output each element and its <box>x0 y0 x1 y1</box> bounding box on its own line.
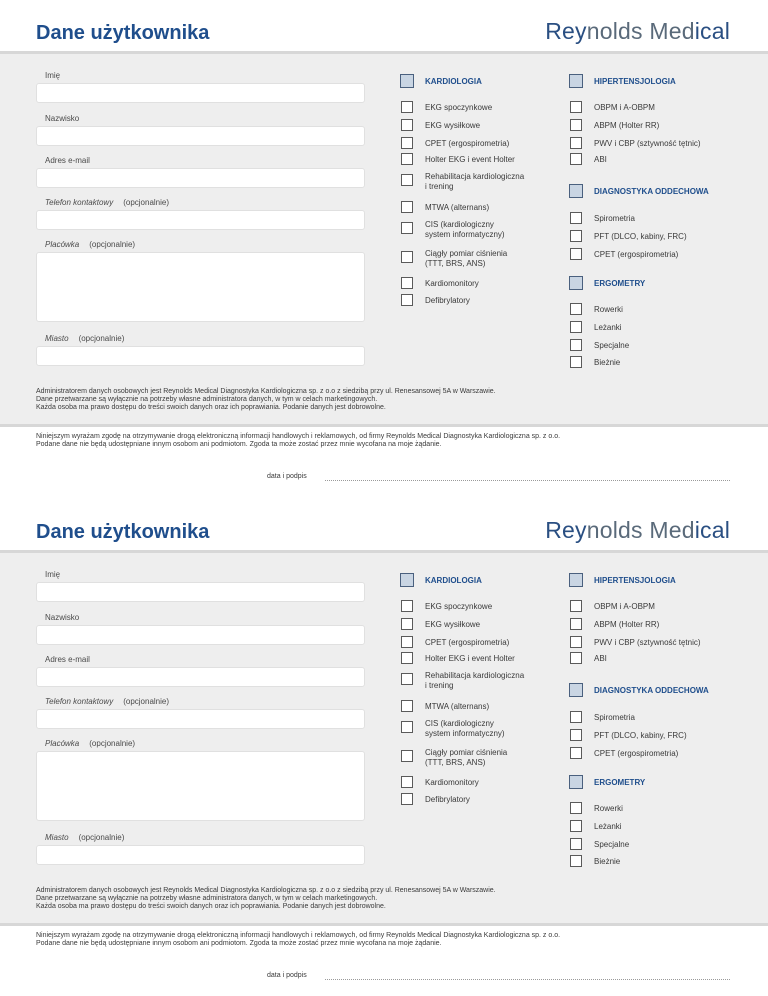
checkbox-spirometria[interactable] <box>570 212 582 224</box>
checkbox-ciagly-pomiar[interactable] <box>401 251 413 263</box>
label-specjalne: Specjalne <box>594 341 630 350</box>
label-rowerki: Rowerki <box>594 305 623 314</box>
label-holter: Holter EKG i event Holter <box>425 155 515 164</box>
label-ekg-wysilkowe: EKG wysiłkowe <box>425 121 481 130</box>
label-spirometria: Spirometria <box>594 214 635 223</box>
checkbox-kardiomonitory[interactable] <box>401 776 413 788</box>
label-ciagly-pomiar: Ciągły pomiar ciśnienia (TTT, BRS, ANS) <box>425 748 508 767</box>
city-label: Miasto (opcjonalnie) <box>45 334 125 343</box>
checkbox-specjalne[interactable] <box>570 838 582 850</box>
label-biezne: Bieżnie <box>594 857 621 866</box>
hipertensjologia-header: HIPERTENSJOLOGIA <box>594 77 676 86</box>
consent-text: Niniejszym wyrażam zgodę na otrzymywanie drogą elektroniczną informacji handlowych i reklamowych, od firmy Reynolds Medical Diagnostyka Kardiologiczna sp. z o.o. Podane dane nie będą udostępniane innym osobom ani podmiotom. Zgoda ta może zostać przez mnie wycofana na moje żądanie. <box>36 932 561 947</box>
label-kardiomonitory: Kardiomonitory <box>425 279 479 288</box>
phone-label: Telefon kontaktowy (opcjonalnie) <box>45 697 170 706</box>
checkbox-ciagly-pomiar[interactable] <box>401 750 413 762</box>
checkbox-biezne[interactable] <box>570 356 582 368</box>
label-cpet: CPET (ergospirometria) <box>425 638 510 647</box>
label-rehabilitacja: Rehabilitacja kardiologiczna i trening <box>425 671 525 690</box>
label-mtwa: MTWA (alternans) <box>425 702 490 711</box>
diagnostyka-checkbox[interactable] <box>569 683 583 697</box>
consent-text: Niniejszym wyrażam zgodę na otrzymywanie drogą elektroniczną informacji handlowych i reklamowych, od firmy Reynolds Medical Diagnostyka Kardiologiczna sp. z o.o. Podane dane nie będą udostępniane innym osobom ani podmiotom. Zgoda ta może zostać przez mnie wycofana na moje żądanie. <box>36 433 561 448</box>
label-cpet: CPET (ergospirometria) <box>425 139 510 148</box>
facility-field[interactable] <box>36 252 365 322</box>
label-lezanki: Leżanki <box>594 323 622 332</box>
label-cpet-oddech: CPET (ergospirometria) <box>594 250 679 259</box>
diagnostyka-checkbox[interactable] <box>569 184 583 198</box>
label-ekg-spoczynkowe: EKG spoczynkowe <box>425 602 493 611</box>
checkbox-rowerki[interactable] <box>570 802 582 814</box>
label-pft: PFT (DLCO, kabiny, FRC) <box>594 731 687 740</box>
checkbox-cpet[interactable] <box>401 137 413 149</box>
label-pwv: PWV i CBP (sztywność tętnic) <box>594 638 701 647</box>
hipertensjologia-checkbox[interactable] <box>569 573 583 587</box>
phone-field[interactable] <box>36 210 365 230</box>
checkbox-specjalne[interactable] <box>570 339 582 351</box>
user-form-2 <box>0 499 768 996</box>
label-kardiomonitory: Kardiomonitory <box>425 778 479 787</box>
checkbox-cis[interactable] <box>401 721 413 733</box>
label-rowerki: Rowerki <box>594 804 623 813</box>
label-holter: Holter EKG i event Holter <box>425 654 515 663</box>
ergometry-checkbox[interactable] <box>569 775 583 789</box>
signature-label: data i podpis <box>267 972 307 979</box>
checkbox-defibrylatory[interactable] <box>401 793 413 805</box>
ergometry-header: ERGOMETRY <box>594 778 646 787</box>
label-ciagly-pomiar: Ciągły pomiar ciśnienia (TTT, BRS, ANS) <box>425 249 508 268</box>
checkbox-pft[interactable] <box>570 230 582 242</box>
email-label: Adres e-mail <box>45 655 90 664</box>
checkbox-cpet-oddech[interactable] <box>570 747 582 759</box>
checkbox-holter[interactable] <box>401 153 413 165</box>
label-biezne: Bieżnie <box>594 358 621 367</box>
checkbox-rehabilitacja[interactable] <box>401 673 413 685</box>
signature-label: data i podpis <box>267 473 307 480</box>
city-label: Miasto (opcjonalnie) <box>45 833 125 842</box>
checkbox-rehabilitacja[interactable] <box>401 174 413 186</box>
signature-line[interactable] <box>325 480 730 481</box>
last-name-label: Nazwisko <box>45 114 80 123</box>
checkbox-abpm[interactable] <box>570 618 582 630</box>
label-lezanki: Leżanki <box>594 822 622 831</box>
checkbox-ekg-wysilkowe[interactable] <box>401 618 413 630</box>
last-name-field[interactable] <box>36 126 365 146</box>
checkbox-rowerki[interactable] <box>570 303 582 315</box>
checkbox-lezanki[interactable] <box>570 321 582 333</box>
facility-label: Placówka (opcjonalnie) <box>45 240 136 249</box>
brand-logo: Reynolds Medical <box>545 517 730 543</box>
checkbox-obpm[interactable] <box>570 101 582 113</box>
checkbox-obpm[interactable] <box>570 600 582 612</box>
form-title: Dane użytkownika <box>36 22 210 44</box>
first-name-field[interactable] <box>36 582 365 602</box>
ergometry-header: ERGOMETRY <box>594 279 646 288</box>
ergometry-checkbox[interactable] <box>569 276 583 290</box>
label-obpm: OBPM i A-OBPM <box>594 103 655 112</box>
user-form-1 <box>0 0 768 497</box>
diagnostyka-header: DIAGNOSTYKA ODDECHOWA <box>594 187 709 196</box>
label-abpm: ABPM (Holter RR) <box>594 620 660 629</box>
kardiologia-header: KARDIOLOGIA <box>425 77 482 86</box>
checkbox-pwv[interactable] <box>570 636 582 648</box>
label-ekg-spoczynkowe: EKG spoczynkowe <box>425 103 493 112</box>
checkbox-spirometria[interactable] <box>570 711 582 723</box>
checkbox-mtwa[interactable] <box>401 201 413 213</box>
hipertensjologia-header: HIPERTENSJOLOGIA <box>594 576 676 585</box>
label-pwv: PWV i CBP (sztywność tętnic) <box>594 139 701 148</box>
checkbox-abi[interactable] <box>570 652 582 664</box>
label-obpm: OBPM i A-OBPM <box>594 602 655 611</box>
label-cis: CIS (kardiologiczny system informatyczny) <box>425 719 505 738</box>
city-field[interactable] <box>36 845 365 865</box>
email-label: Adres e-mail <box>45 156 90 165</box>
checkbox-ekg-spoczynkowe[interactable] <box>401 600 413 612</box>
admin-notice: Administratorem danych osobowych jest Reynolds Medical Diagnostyka Kardiologiczna sp. z o.o z siedzibą przy ul. Renesansowej 5A w Warszawie. Dane przetwarzane są wyłącznie na potrzeby własne administratora danych, w tym w celach marketingowych. Każda osoba ma prawo dostępu do treści swoich danych oraz ich poprawiania. Podanie danych jest dobrowolne. <box>36 887 496 910</box>
label-pft: PFT (DLCO, kabiny, FRC) <box>594 232 687 241</box>
form-title: Dane użytkownika <box>36 521 210 543</box>
label-abi: ABI <box>594 654 607 663</box>
label-mtwa: MTWA (alternans) <box>425 203 490 212</box>
diagnostyka-header: DIAGNOSTYKA ODDECHOWA <box>594 686 709 695</box>
signature-line[interactable] <box>325 979 730 980</box>
label-abpm: ABPM (Holter RR) <box>594 121 660 130</box>
label-abi: ABI <box>594 155 607 164</box>
facility-label: Placówka (opcjonalnie) <box>45 739 136 748</box>
label-ekg-wysilkowe: EKG wysiłkowe <box>425 620 481 629</box>
kardiologia-checkbox[interactable] <box>400 573 414 587</box>
checkbox-kardiomonitory[interactable] <box>401 277 413 289</box>
first-name-label: Imię <box>45 71 61 80</box>
checkbox-cis[interactable] <box>401 222 413 234</box>
checkbox-holter[interactable] <box>401 652 413 664</box>
divider <box>0 923 768 926</box>
label-specjalne: Specjalne <box>594 840 630 849</box>
checkbox-defibrylatory[interactable] <box>401 294 413 306</box>
divider <box>0 424 768 427</box>
last-name-field[interactable] <box>36 625 365 645</box>
checkbox-pwv[interactable] <box>570 137 582 149</box>
label-cis: CIS (kardiologiczny system informatyczny) <box>425 220 505 239</box>
hipertensjologia-checkbox[interactable] <box>569 74 583 88</box>
phone-field[interactable] <box>36 709 365 729</box>
first-name-field[interactable] <box>36 83 365 103</box>
kardiologia-checkbox[interactable] <box>400 74 414 88</box>
checkbox-cpet[interactable] <box>401 636 413 648</box>
checkbox-ekg-spoczynkowe[interactable] <box>401 101 413 113</box>
checkbox-mtwa[interactable] <box>401 700 413 712</box>
city-field[interactable] <box>36 346 365 366</box>
checkbox-pft[interactable] <box>570 729 582 741</box>
email-field[interactable] <box>36 168 365 188</box>
admin-notice: Administratorem danych osobowych jest Reynolds Medical Diagnostyka Kardiologiczna sp. z o.o z siedzibą przy ul. Renesansowej 5A w Warszawie. Dane przetwarzane są wyłącznie na potrzeby własne administratora danych, w tym w celach marketingowych. Każda osoba ma prawo dostępu do treści swoich danych oraz ich poprawiania. Podanie danych jest dobrowolne. <box>36 388 496 411</box>
label-rehabilitacja: Rehabilitacja kardiologiczna i trening <box>425 172 525 191</box>
facility-field[interactable] <box>36 751 365 821</box>
label-spirometria: Spirometria <box>594 713 635 722</box>
kardiologia-header: KARDIOLOGIA <box>425 576 482 585</box>
label-defibrylatory: Defibrylatory <box>425 296 470 305</box>
label-defibrylatory: Defibrylatory <box>425 795 470 804</box>
checkbox-cpet-oddech[interactable] <box>570 248 582 260</box>
checkbox-lezanki[interactable] <box>570 820 582 832</box>
checkbox-abpm[interactable] <box>570 119 582 131</box>
email-field[interactable] <box>36 667 365 687</box>
phone-label: Telefon kontaktowy (opcjonalnie) <box>45 198 170 207</box>
brand-logo: Reynolds Medical <box>545 18 730 44</box>
checkbox-ekg-wysilkowe[interactable] <box>401 119 413 131</box>
last-name-label: Nazwisko <box>45 613 80 622</box>
checkbox-abi[interactable] <box>570 153 582 165</box>
first-name-label: Imię <box>45 570 61 579</box>
label-cpet-oddech: CPET (ergospirometria) <box>594 749 679 758</box>
checkbox-biezne[interactable] <box>570 855 582 867</box>
